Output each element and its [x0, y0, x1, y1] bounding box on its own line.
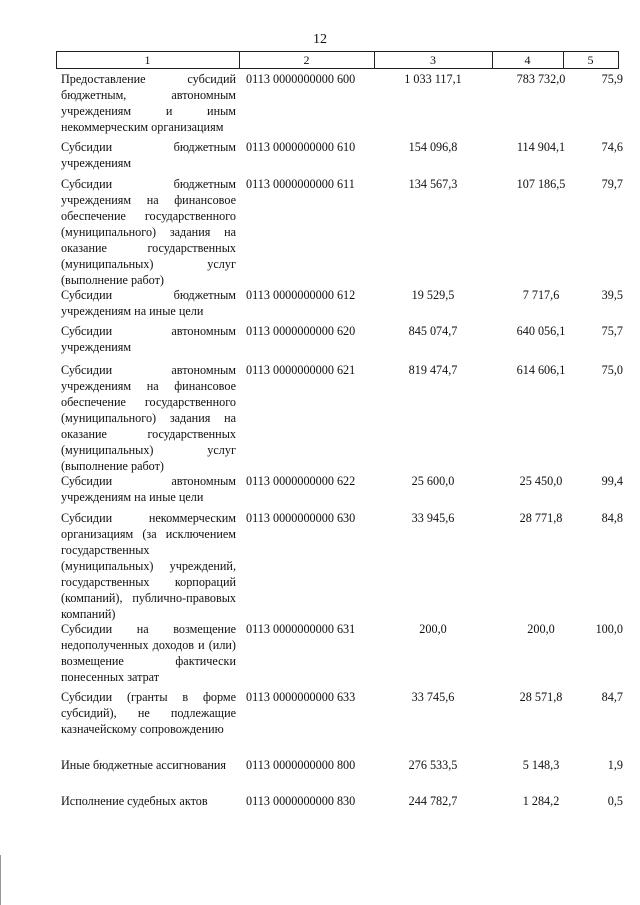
- row-percent: 75,0: [601, 363, 623, 377]
- row-assigned: 819 474,7: [408, 363, 458, 377]
- row-code: 0113 0000000000 612: [246, 288, 356, 302]
- row-percent: 1,9: [607, 758, 623, 772]
- row-executed: 114 904,1: [516, 140, 566, 154]
- row-name: Субсидии автономным учреждениям на финансовое обеспечение государственного (муниципального) задания на оказание государственных (муниципальных) услуг (выполнение работ): [61, 363, 236, 473]
- header-col-3: 3: [430, 53, 436, 67]
- row-code: 0113 0000000000 800: [246, 758, 356, 772]
- row-code: 0113 0000000000 620: [246, 324, 356, 338]
- row-code: 0113 0000000000 630: [246, 511, 356, 525]
- row-percent: 84,8: [601, 511, 623, 525]
- row-percent: 75,9: [601, 72, 623, 86]
- row-name: Субсидии бюджетным учреждениям на финансовое обеспечение государственного (муниципального) задания на оказание государственных (муниципальных) услуг (выполнение работ): [61, 177, 236, 287]
- row-executed: 640 056,1: [516, 324, 566, 338]
- row-name: Субсидии на возмещение недополученных доходов и (или) возмещение фактически понесенных затрат: [61, 622, 236, 684]
- row-percent: 84,7: [601, 690, 623, 704]
- row-executed: 28 571,8: [519, 690, 563, 704]
- row-code: 0113 0000000000 610: [246, 140, 356, 154]
- row-name: Субсидии бюджетным учреждениям на иные цели: [61, 288, 236, 318]
- row-executed: 5 148,3: [522, 758, 560, 772]
- row-percent: 100,0: [595, 622, 623, 636]
- row-name: Субсидии автономным учреждениям: [61, 324, 236, 354]
- row-code: 0113 0000000000 830: [246, 794, 356, 808]
- row-name: Иные бюджетные ассигнования: [61, 758, 227, 772]
- header-col-5: 5: [587, 53, 594, 67]
- row-assigned: 244 782,7: [408, 794, 458, 808]
- row-assigned: 276 533,5: [408, 758, 458, 772]
- row-assigned: 845 074,7: [408, 324, 458, 338]
- row-name: Субсидии некоммерческим организациям (за исключением государственных (муниципальных) учреждений, государственных корпораций (компаний), публично-правовых компаний): [61, 511, 236, 621]
- row-assigned: 154 096,8: [408, 140, 458, 154]
- row-assigned: 1 033 117,1: [404, 72, 462, 86]
- row-assigned: 33 745,6: [411, 690, 455, 704]
- row-code: 0113 0000000000 611: [246, 177, 355, 191]
- row-assigned: 134 567,3: [408, 177, 458, 191]
- row-name: Исполнение судебных актов: [61, 794, 208, 808]
- row-executed: 7 717,6: [522, 288, 560, 302]
- row-executed: 200,0: [527, 622, 555, 636]
- row-code: 0113 0000000000 621: [246, 363, 356, 377]
- row-code: 0113 0000000000 600: [246, 72, 356, 86]
- row-executed: 614 606,1: [516, 363, 566, 377]
- row-executed: 1 284,2: [522, 794, 560, 808]
- row-executed: 783 732,0: [516, 72, 566, 86]
- table-header: [56, 51, 619, 69]
- row-code: 0113 0000000000 622: [246, 474, 356, 488]
- row-percent: 74,6: [601, 140, 623, 154]
- row-executed: 28 771,8: [519, 511, 563, 525]
- row-percent: 39,5: [601, 288, 623, 302]
- row-assigned: 25 600,0: [411, 474, 455, 488]
- row-executed: 25 450,0: [519, 474, 563, 488]
- row-percent: 79,7: [601, 177, 623, 191]
- row-name: Субсидии автономным учреждениям на иные цели: [61, 474, 236, 504]
- row-percent: 99,4: [601, 474, 623, 488]
- row-name: Субсидии бюджетным учреждениям: [61, 140, 236, 170]
- row-percent: 75,7: [601, 324, 623, 338]
- row-name: Субсидии (гранты в форме субсидий), не подлежащие казначейскому сопровождению: [61, 690, 236, 736]
- scan-margin-line: [0, 855, 1, 905]
- row-assigned: 33 945,6: [411, 511, 455, 525]
- row-code: 0113 0000000000 631: [246, 622, 356, 636]
- header-col-1: 1: [144, 53, 151, 67]
- row-percent: 0,5: [607, 794, 623, 808]
- header-col-4: 4: [524, 53, 531, 67]
- row-name: Предоставление субсидий бюджетным, автономным учреждениям и иным некоммерческим организациям: [61, 72, 236, 134]
- header-col-2: 2: [303, 53, 310, 67]
- row-executed: 107 186,5: [516, 177, 566, 191]
- budget-table: [56, 51, 623, 808]
- row-assigned: 19 529,5: [411, 288, 455, 302]
- row-code: 0113 0000000000 633: [246, 690, 356, 704]
- page-number: 12: [313, 32, 327, 47]
- row-assigned: 200,0: [419, 622, 447, 636]
